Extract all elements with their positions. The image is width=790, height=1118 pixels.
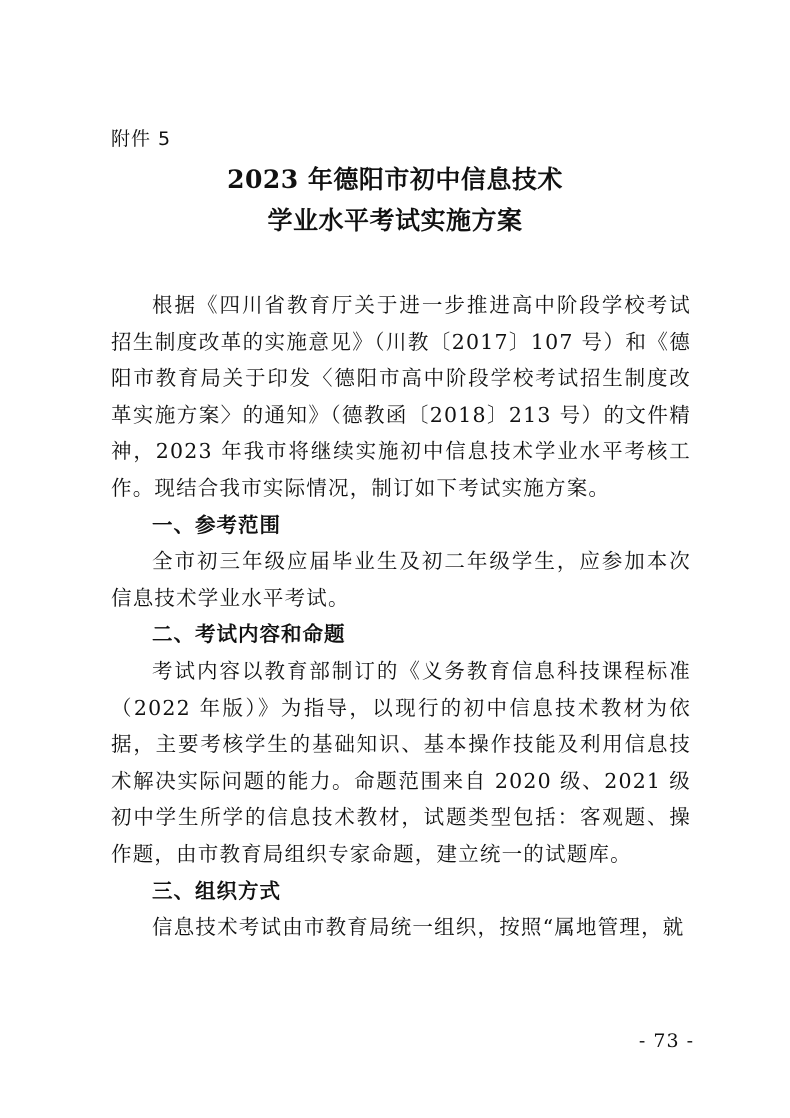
document-body bbox=[111, 287, 691, 946]
attachment-label: 附件 5 bbox=[111, 128, 172, 150]
intro-paragraph: 根据《四川省教育厅关于进一步推进高中阶段学校考试招生制度改革的实施意见》（川教〔2017〕107 号）和《德阳市教育局关于印发〈德阳市高中阶段学校考试招生制度改革实施方案〉的通知》（德教函〔2018〕213 号）的文件精神，2023 年我市将继续实施初中信息技术学业水平考核工作。现结合我市实际情况，制订如下考试实施方案。 bbox=[111, 293, 691, 500]
section-text-organization: 信息技术考试由市教育局统一组织，按照“属地管理，就 bbox=[152, 915, 685, 940]
section-text-content: 考试内容以教育部制订的《义务教育信息科技课程标准（2022 年版）》为指导，以现行的初中信息技术教材为依据，主要考核学生的基础知识、基本操作技能及利用信息技术解决实际问题的能力。命题范围来自 2020 级、2021 级初中学生所学的信息技术教材，试题类型包括：客观题、操作题，由市教育局组织专家命题，建立统一的试题库。 bbox=[111, 658, 691, 866]
section-text-scope: 全市初三年级应届毕业生及初二年级学生，应参加本次信息技术学业水平考试。 bbox=[111, 549, 691, 610]
section-heading-content: 二、考试内容和命题 bbox=[152, 622, 346, 647]
page-number: - 73 - bbox=[638, 1030, 694, 1052]
section-heading-organization: 三、组织方式 bbox=[152, 878, 281, 903]
document-title-line-2: 学业水平考试实施方案 bbox=[267, 206, 523, 235]
section-heading-scope: 一、参考范围 bbox=[152, 512, 281, 537]
document-title-line-1: 2023 年德阳市初中信息技术 bbox=[227, 165, 563, 194]
